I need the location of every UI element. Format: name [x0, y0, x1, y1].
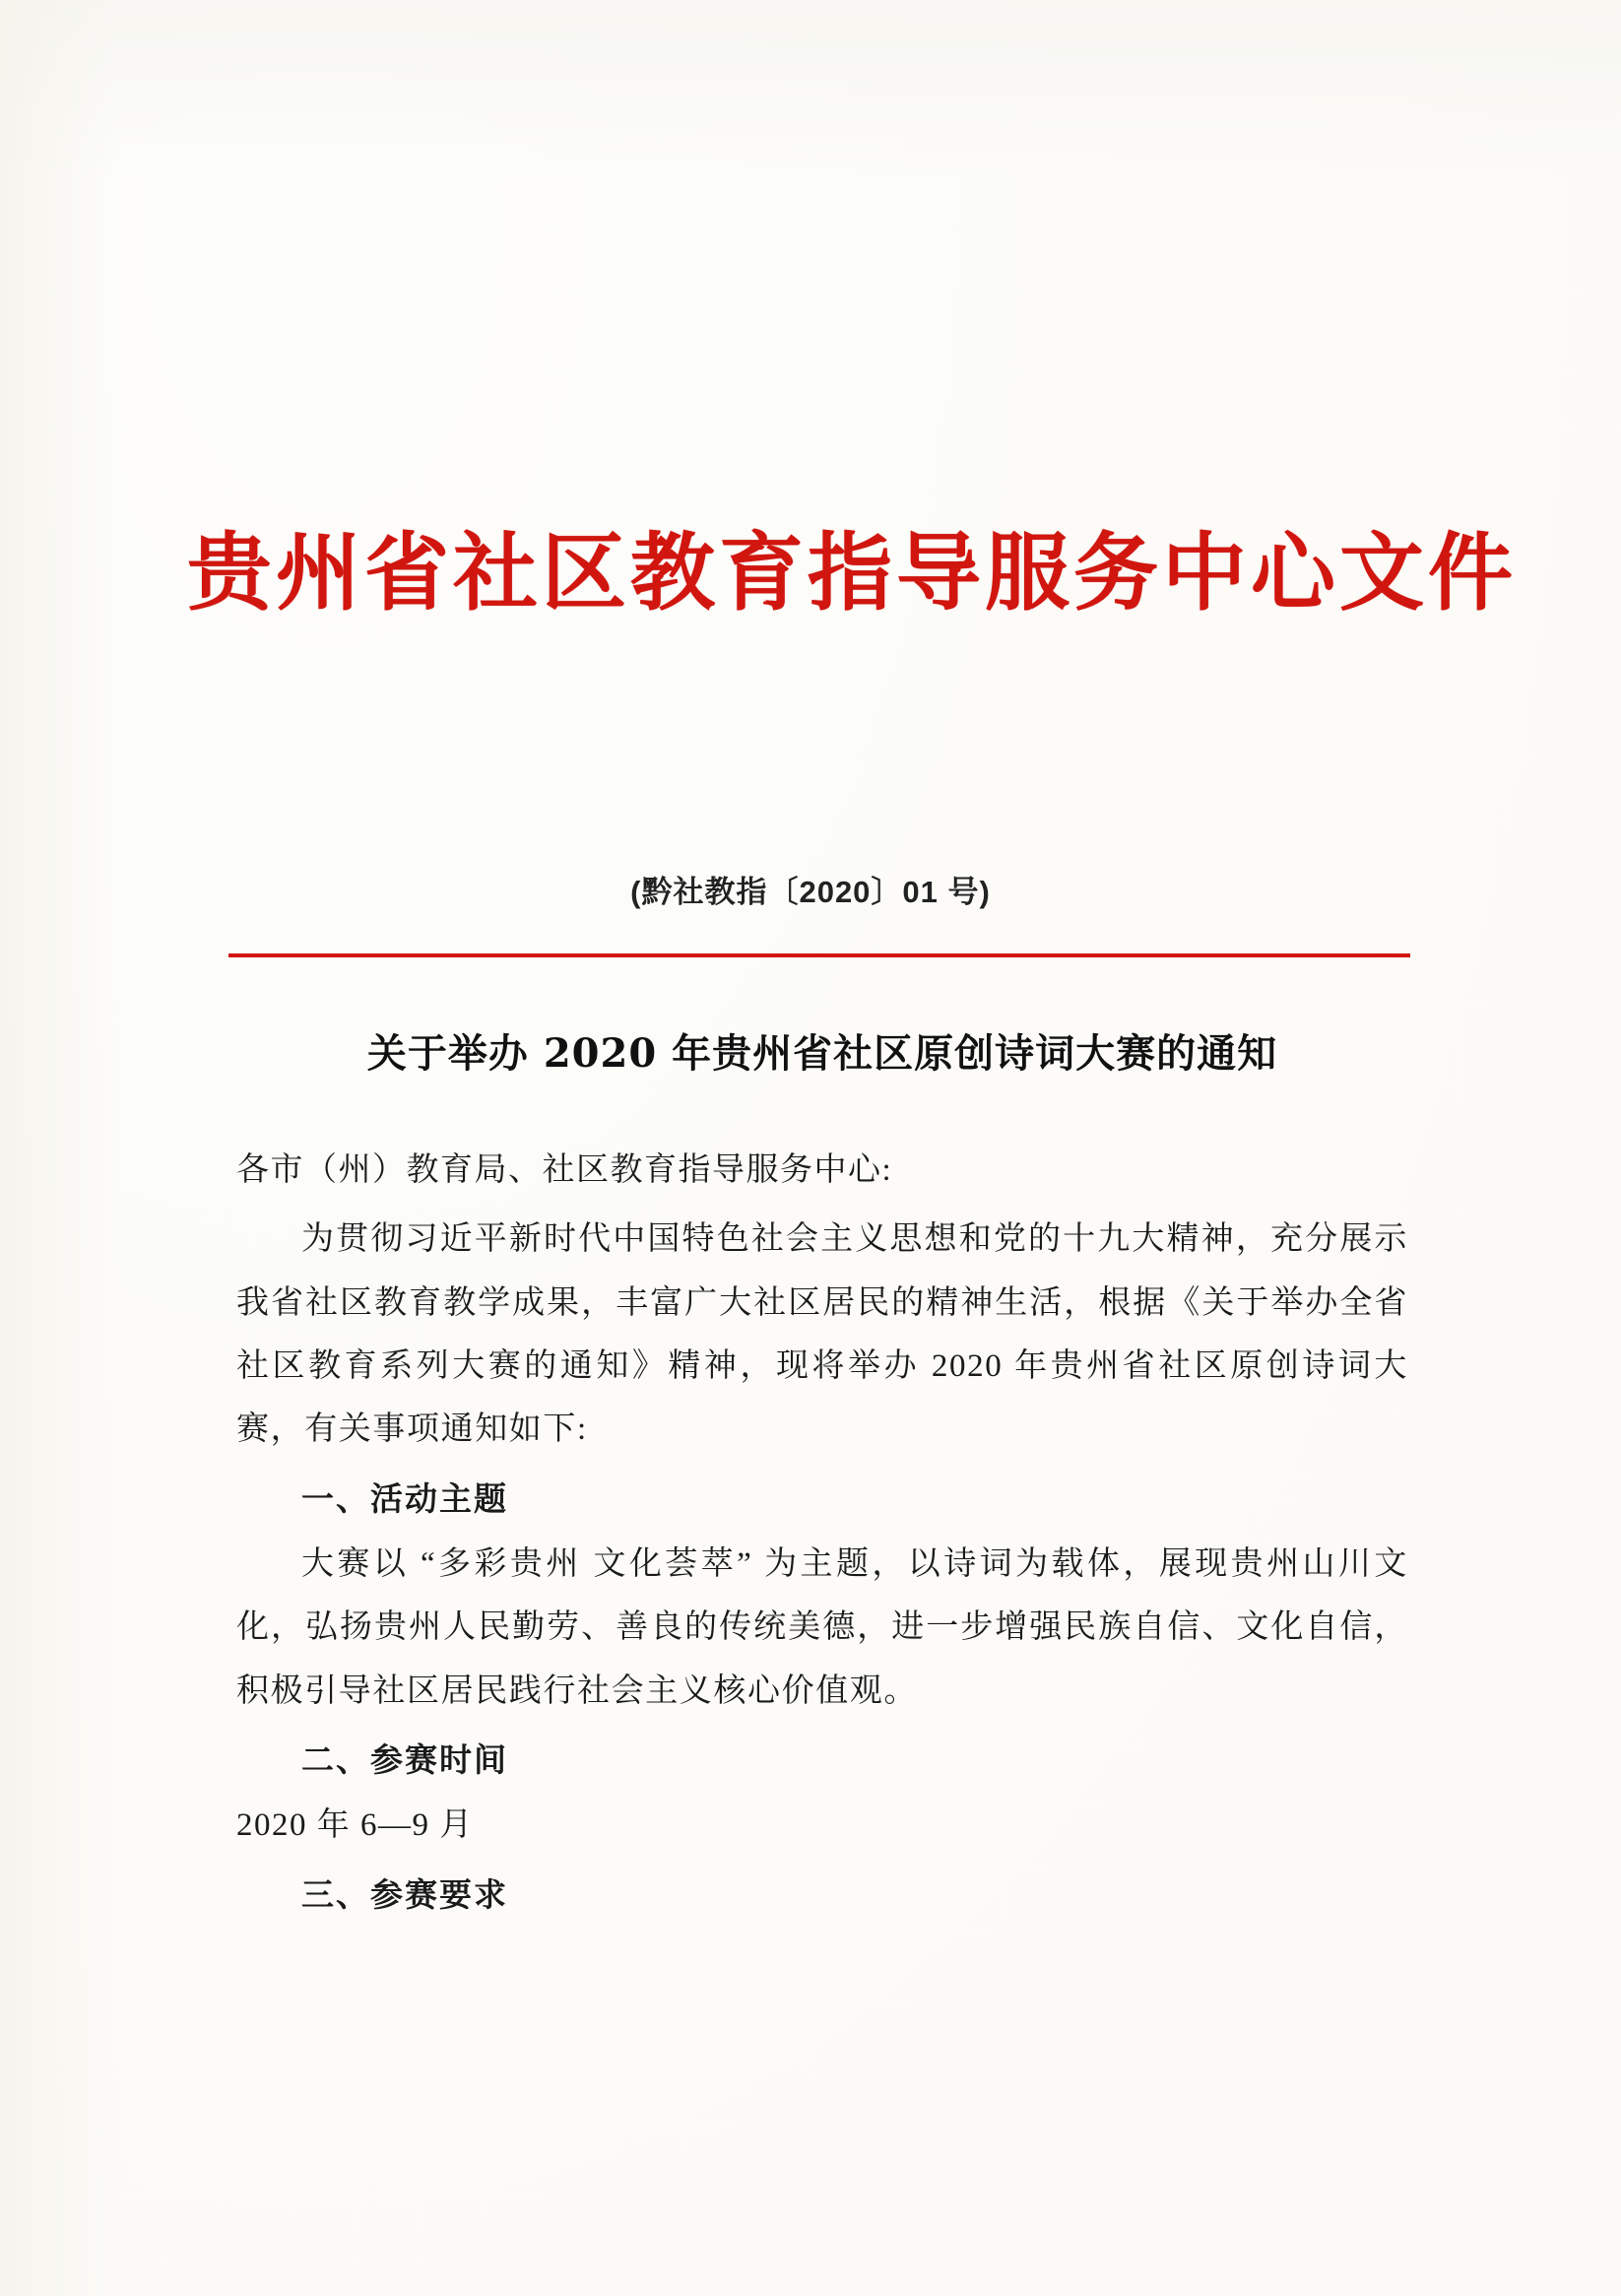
section-heading-3: 三、参赛要求 [301, 1874, 508, 1914]
document-number: (黔社教指〔2020〕01 号) [630, 875, 991, 909]
section-body-2: 2020 年 6—9 月 [236, 1807, 474, 1844]
section-heading-1: 一、活动主题 [301, 1478, 508, 1518]
red-separator-rule [228, 953, 1410, 957]
document-title: 关于举办 2020 年贵州省社区原创诗词大赛的通知 [366, 1030, 1278, 1077]
body-paragraph-1: 为贯彻习近平新时代中国特色社会主义思想和党的十九大精神，充分展示我省社区教育教学成果，丰富广大社区居民的精神生活，根据《关于举办全省社区教育系列大赛的通知》精神，现将举办 2020 年贵州省社区原创诗词大赛，有关事项通知如下: [236, 1221, 1408, 1448]
document-header [187, 523, 1517, 623]
salutation-line: 各市（州）教育局、社区教育指导服务中心: [236, 1152, 893, 1188]
issuing-organization-title: 贵州省社区教育指导服务中心文件 [187, 523, 1517, 623]
document-body [236, 1024, 1408, 1929]
section-heading-2: 二、参赛时间 [301, 1740, 508, 1780]
section-body-1: 大赛以 “多彩贵州 文化荟萃” 为主题，以诗词为载体，展现贵州山川文化，弘扬贵州人民勤劳、善良的传统美德，进一步增强民族自信、文化自信，积极引导社区居民践行社会主义核心价值观。 [236, 1546, 1408, 1709]
